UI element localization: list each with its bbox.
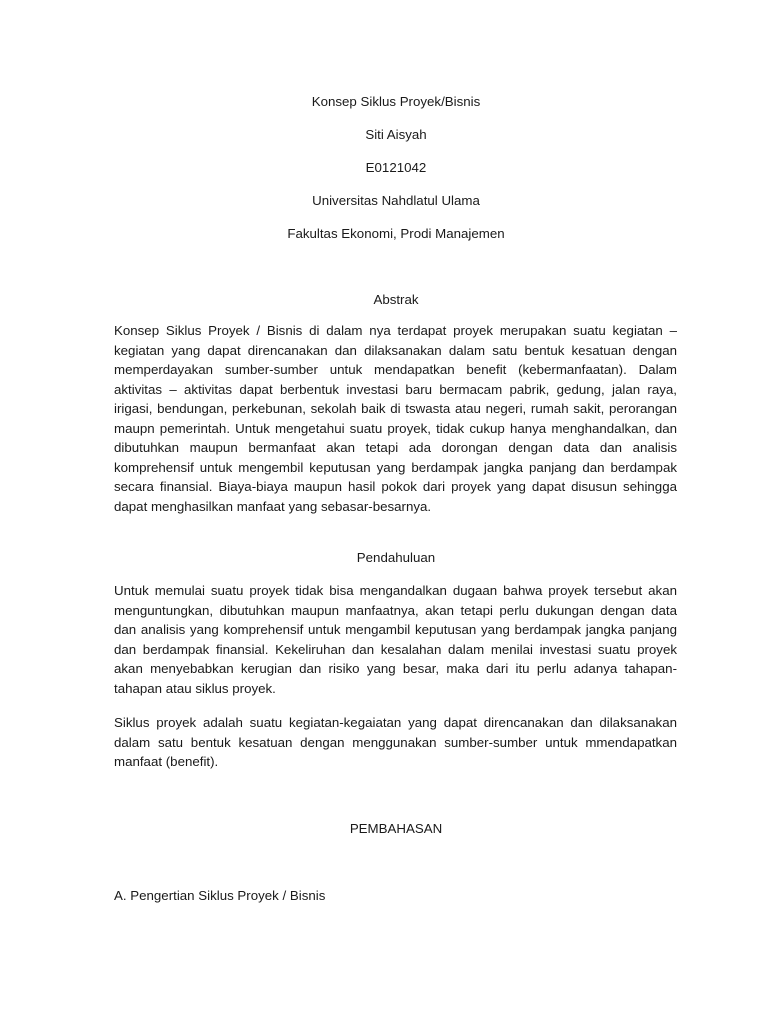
author-name: Siti Aisyah bbox=[365, 127, 427, 142]
abstract-body: Konsep Siklus Proyek / Bisnis di dalam nya terdapat proyek merupakan suatu kegiatan – kegiatan yang dapat direncanakan dan dilaksanakan dalam satu bentuk kesatuan dengan memperdayakan sumber-sumber untuk mendapatkan benefit (kebermanfaatan). Dalam aktivitas – aktivitas dapat berbentuk investasi baru bermacam pabrik, gedung, jalan raya, irigasi, bendungan, perkebunan, sekolah baik di tswasta atau negeri, rumah sakit, perorangan maupn pemerintah. Untuk mengetahui suatu proyek, tidak cukup hanya menghandalkan, dan dibutuhkan maupun bermanfaat akan tetapi ada dorongan dengan data dan analisis komprehensif untuk mengembil keputusan yang berdampak jangka panjang dan berdampak secara finansial. Biaya-biaya maupun hasil pokok dari proyek yang dapat disusun sehingga dapat menghasilkan manfaat yang sebasar-besarnya. bbox=[114, 323, 677, 514]
title-block bbox=[0, 93, 768, 258]
university-name: Universitas Nahdlatul Ulama bbox=[312, 193, 480, 208]
discussion-subheading: A. Pengertian Siklus Proyek / Bisnis bbox=[114, 888, 326, 903]
faculty-name: Fakultas Ekonomi, Prodi Manajemen bbox=[287, 226, 505, 241]
introduction-heading: Pendahuluan bbox=[356, 550, 436, 565]
student-id: E0121042 bbox=[365, 160, 427, 175]
abstract-heading: Abstrak bbox=[373, 292, 419, 307]
introduction-paragraph-2: Siklus proyek adalah suatu kegiatan-kegaiatan yang dapat direncanakan dan dilaksanakan dalam satu bentuk kesatuan dengan menggunakan sumber-sumber untuk mmendapatkan manfaat (benefit). bbox=[114, 715, 677, 769]
document-title: Konsep Siklus Proyek/Bisnis bbox=[311, 94, 481, 109]
discussion-heading: PEMBAHASAN bbox=[349, 821, 443, 836]
introduction-paragraph-1: Untuk memulai suatu proyek tidak bisa mengandalkan dugaan bahwa proyek tersebut akan menguntungkan, dibutuhkan maupun manfaatnya, akan tetapi perlu dukungan dengan data dan analisis yang komprehensif untuk mengambil keputusan yang berdampak jangka panjang dan berdampak finansial. Kekeliruhan dan kesalahan dalam menilai investasi suatu proyek akan menyebabkan kerugian dan risiko yang besar, maka dari itu perlu adanya tahapan-tahapan atau siklus proyek. bbox=[114, 583, 677, 696]
